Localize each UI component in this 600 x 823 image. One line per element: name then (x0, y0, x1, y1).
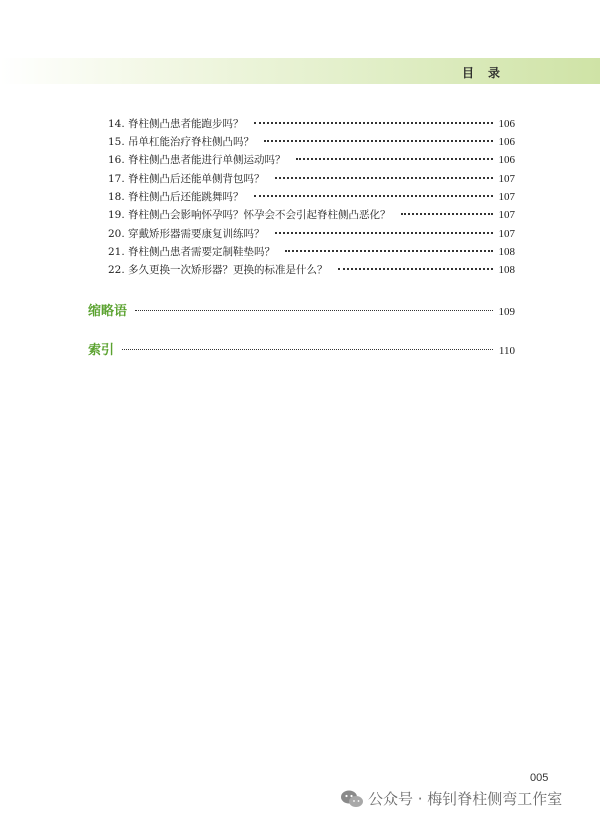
dot-leader (254, 195, 493, 197)
toc-entry-label: 22. 多久更换一次矫形器？更换的标准是什么？ (108, 264, 328, 276)
toc-entry-page: 108 (498, 246, 515, 258)
toc-section-index[interactable] (88, 339, 515, 359)
toc-entry-label: 16. 脊柱侧凸患者能进行单侧运动吗？ (108, 154, 286, 166)
toc-entry-label: 18. 脊柱侧凸后还能跳舞吗？ (108, 191, 244, 203)
toc-section-abbreviations[interactable] (88, 300, 515, 320)
dot-leader (275, 232, 493, 234)
toc-entry-label: 21. 脊柱侧凸患者需要定制鞋垫吗？ (108, 246, 276, 258)
page-header-title: 目录 (461, 66, 514, 80)
toc-entry-label: 19. 脊柱侧凸会影响怀孕吗？怀孕会不会引起脊柱侧凸恶化？ (108, 209, 391, 221)
toc-entry-19[interactable] (108, 207, 515, 223)
toc-entry-14[interactable] (108, 116, 515, 132)
toc-section-label: 索引 (88, 343, 115, 358)
dot-leader (135, 310, 492, 311)
toc-entry-page: 106 (498, 154, 515, 166)
toc-entry-label: 20. 穿戴矫形器需要康复训练吗？ (108, 228, 265, 240)
toc-entry-page: 107 (498, 228, 515, 240)
toc-entry-page: 107 (498, 173, 515, 185)
toc-entry-16[interactable] (108, 152, 515, 168)
dot-leader (296, 158, 493, 160)
toc-section-page: 110 (498, 345, 515, 357)
dot-leader (122, 349, 493, 350)
toc-entry-page: 106 (498, 136, 515, 148)
toc-entry-page: 107 (498, 191, 515, 203)
watermark (340, 788, 562, 809)
toc-entry-page: 108 (498, 264, 515, 276)
toc-section-label: 缩略语 (88, 304, 128, 319)
toc-entry-page: 107 (498, 209, 515, 221)
toc-entry-label: 15. 吊单杠能治疗脊柱侧凸吗？ (108, 136, 255, 148)
page-number: 005 (530, 772, 549, 784)
wechat-icon (340, 789, 364, 809)
toc-entry-17[interactable] (108, 171, 515, 187)
toc-entry-15[interactable] (108, 134, 515, 150)
dot-leader (264, 140, 492, 142)
toc-entry-22[interactable] (108, 262, 515, 278)
toc-entry-21[interactable] (108, 244, 515, 260)
toc-entry-label: 17. 脊柱侧凸后还能单侧背包吗？ (108, 173, 265, 185)
toc-entry-page: 106 (498, 118, 515, 130)
dot-leader (338, 268, 493, 270)
dot-leader (401, 213, 493, 215)
dot-leader (254, 122, 493, 124)
toc-entry-18[interactable] (108, 189, 515, 205)
toc-section-page: 109 (498, 306, 515, 318)
toc-entry-label: 14. 脊柱侧凸患者能跑步吗？ (108, 118, 244, 130)
dot-leader (285, 250, 492, 252)
dot-leader (275, 177, 493, 179)
watermark-text: 公众号 · 梅钊脊柱侧弯工作室 (368, 790, 563, 808)
toc-entry-20[interactable] (108, 226, 515, 242)
